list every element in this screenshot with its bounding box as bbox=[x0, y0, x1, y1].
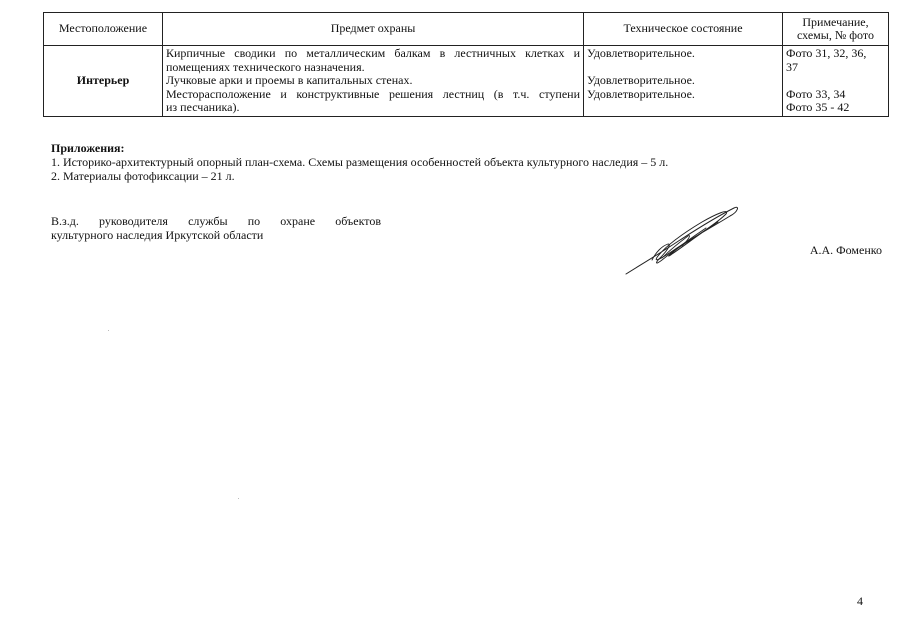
note-value: 37 bbox=[786, 59, 798, 74]
condition-value: Удовлетворительное. bbox=[587, 86, 695, 101]
subject-line: Лучковые арки и проемы в капитальных стенах. bbox=[166, 73, 413, 87]
condition-value: Удовлетворительное. bbox=[587, 46, 695, 60]
note-value: Фото 35 - 42 bbox=[786, 100, 850, 114]
subject-line: Месторасположение и конструктивные решения лестниц (в т.ч. ступени bbox=[166, 86, 580, 101]
signer-position-line1: В.з.д. руководителя службы по охране объектов bbox=[51, 214, 381, 228]
cell-note bbox=[783, 46, 889, 117]
signature bbox=[622, 200, 742, 278]
header-location: Местоположение bbox=[44, 13, 163, 46]
subject-line: из песчаника). bbox=[166, 100, 240, 114]
protection-table bbox=[43, 12, 889, 117]
header-condition: Техническое состояние bbox=[584, 13, 783, 46]
signer-name: А.А. Фоменко bbox=[809, 243, 882, 257]
cell-location: Интерьер bbox=[44, 46, 163, 117]
note-value: Фото 33, 34 bbox=[786, 86, 846, 101]
header-note bbox=[783, 13, 889, 46]
subject-line: помещениях технического назначения. bbox=[166, 59, 365, 74]
subject-line: Кирпичные сводики по металлическим балкам в лестничных клетках и bbox=[166, 46, 580, 60]
table-header-row bbox=[44, 13, 889, 46]
signer-position-line2: культурного наследия Иркутской области bbox=[51, 228, 264, 242]
cell-condition bbox=[584, 46, 783, 117]
page-number: 4 bbox=[857, 594, 863, 608]
condition-value: Удовлетворительное. bbox=[587, 73, 695, 87]
signer-position bbox=[51, 214, 381, 242]
table-row bbox=[44, 46, 889, 117]
header-note-line2: схемы, № фото bbox=[796, 28, 874, 42]
annex-item: 1. Историко-архитектурный опорный план-схема. Схемы размещения особенностей объекта культурного наследия – 5 л. bbox=[51, 155, 669, 169]
header-note-line1: Примечание, bbox=[802, 14, 869, 29]
annex-item: 2. Материалы фотофиксации – 21 л. bbox=[51, 169, 235, 183]
annex-section bbox=[51, 141, 668, 183]
annex-title: Приложения: bbox=[51, 141, 125, 155]
cell-subject bbox=[163, 46, 584, 117]
scan-speck bbox=[108, 330, 109, 331]
note-value: Фото 31, 32, 36, bbox=[786, 46, 867, 60]
header-subject: Предмет охраны bbox=[163, 13, 584, 46]
scan-speck bbox=[238, 498, 239, 499]
